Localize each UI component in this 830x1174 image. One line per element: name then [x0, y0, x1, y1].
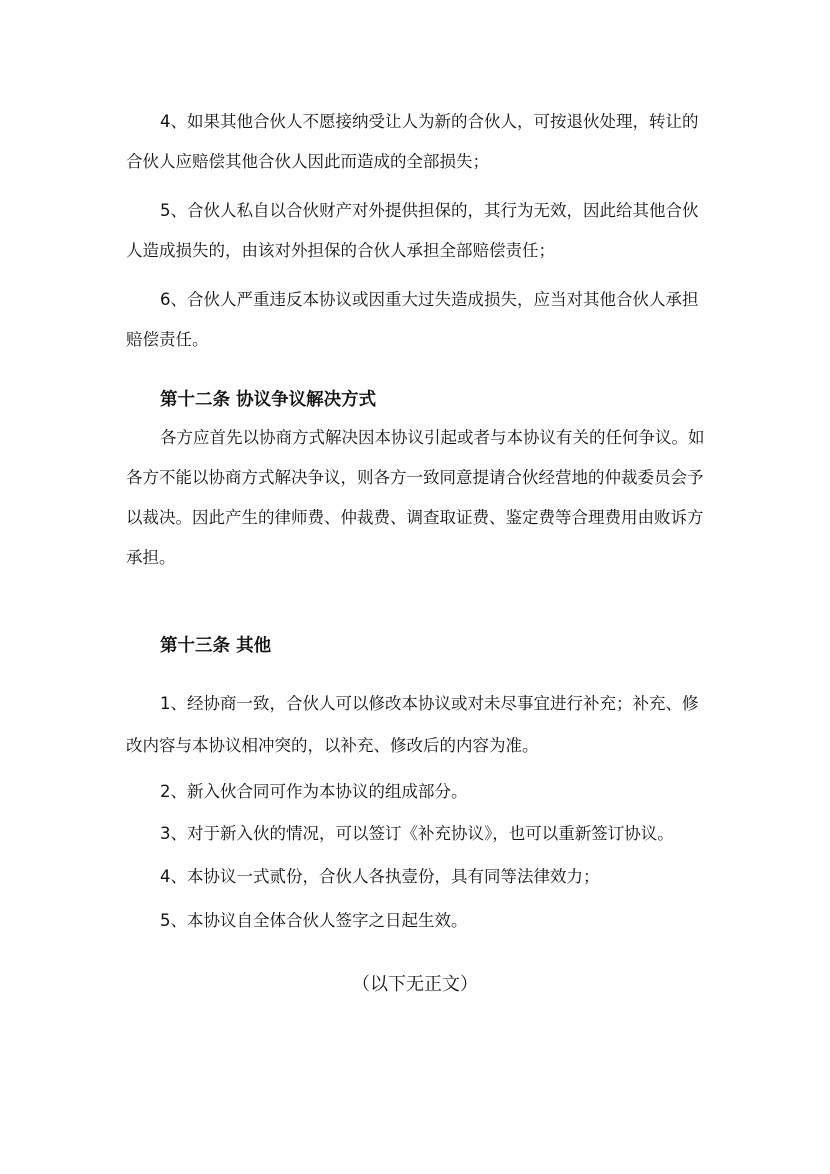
section-13-item-1-line-2: 改内容与本协议相冲突的，以补充、修改后的内容为准。	[126, 736, 539, 755]
section-12-line-1: 各方应首先以协商方式解决因本协议引起或者与本协议有关的任何争议。如	[160, 428, 705, 447]
section-13-item-3: 3、对于新入伙的情况，可以签订《补充协议》，也可以重新签订协议。	[160, 824, 674, 843]
section-12-line-2: 各方不能以协商方式解决争议，则各方一致同意提请合伙经营地的仲裁委员会予	[126, 468, 704, 487]
clause-item-4-line-1: 4、如果其他合伙人不愿接纳受让人为新的合伙人，可按退伙处理，转让的	[160, 112, 699, 131]
section-13-item-2: 2、新入伙合同可作为本协议的组成部分。	[160, 782, 468, 801]
section-13-item-5: 5、本协议自全体合伙人签字之日起生效。	[160, 911, 468, 930]
section-12-line-3: 以裁决。因此产生的律师费、仲裁费、调查取证费、鉴定费等合理费用由败诉方	[126, 508, 704, 527]
clause-item-5-line-1: 5、合伙人私自以合伙财产对外提供担保的，其行为无效，因此给其他合伙	[160, 201, 699, 220]
clause-item-5-line-2: 人造成损失的，由该对外担保的合伙人承担全部赔偿责任；	[126, 241, 555, 260]
end-note: （以下无正文）	[352, 974, 478, 995]
section-13-item-4: 4、本协议一式贰份，合伙人各执壹份，具有同等法律效力；	[160, 867, 600, 886]
clause-item-6-line-2: 赔偿责任。	[126, 330, 209, 349]
section-12-heading: 第十二条 协议争议解决方式	[160, 390, 377, 410]
section-12-line-4: 承担。	[126, 548, 176, 567]
clause-item-4-line-2: 合伙人应赔偿其他合伙人因此而造成的全部损失；	[126, 152, 489, 171]
clause-item-6-line-1: 6、合伙人严重违反本协议或因重大过失造成损失，应当对其他合伙人承担	[160, 290, 699, 309]
section-13-item-1-line-1: 1、经协商一致，合伙人可以修改本协议或对未尽事宜进行补充；补充、修	[160, 694, 699, 713]
section-13-heading: 第十三条 其他	[160, 636, 272, 656]
